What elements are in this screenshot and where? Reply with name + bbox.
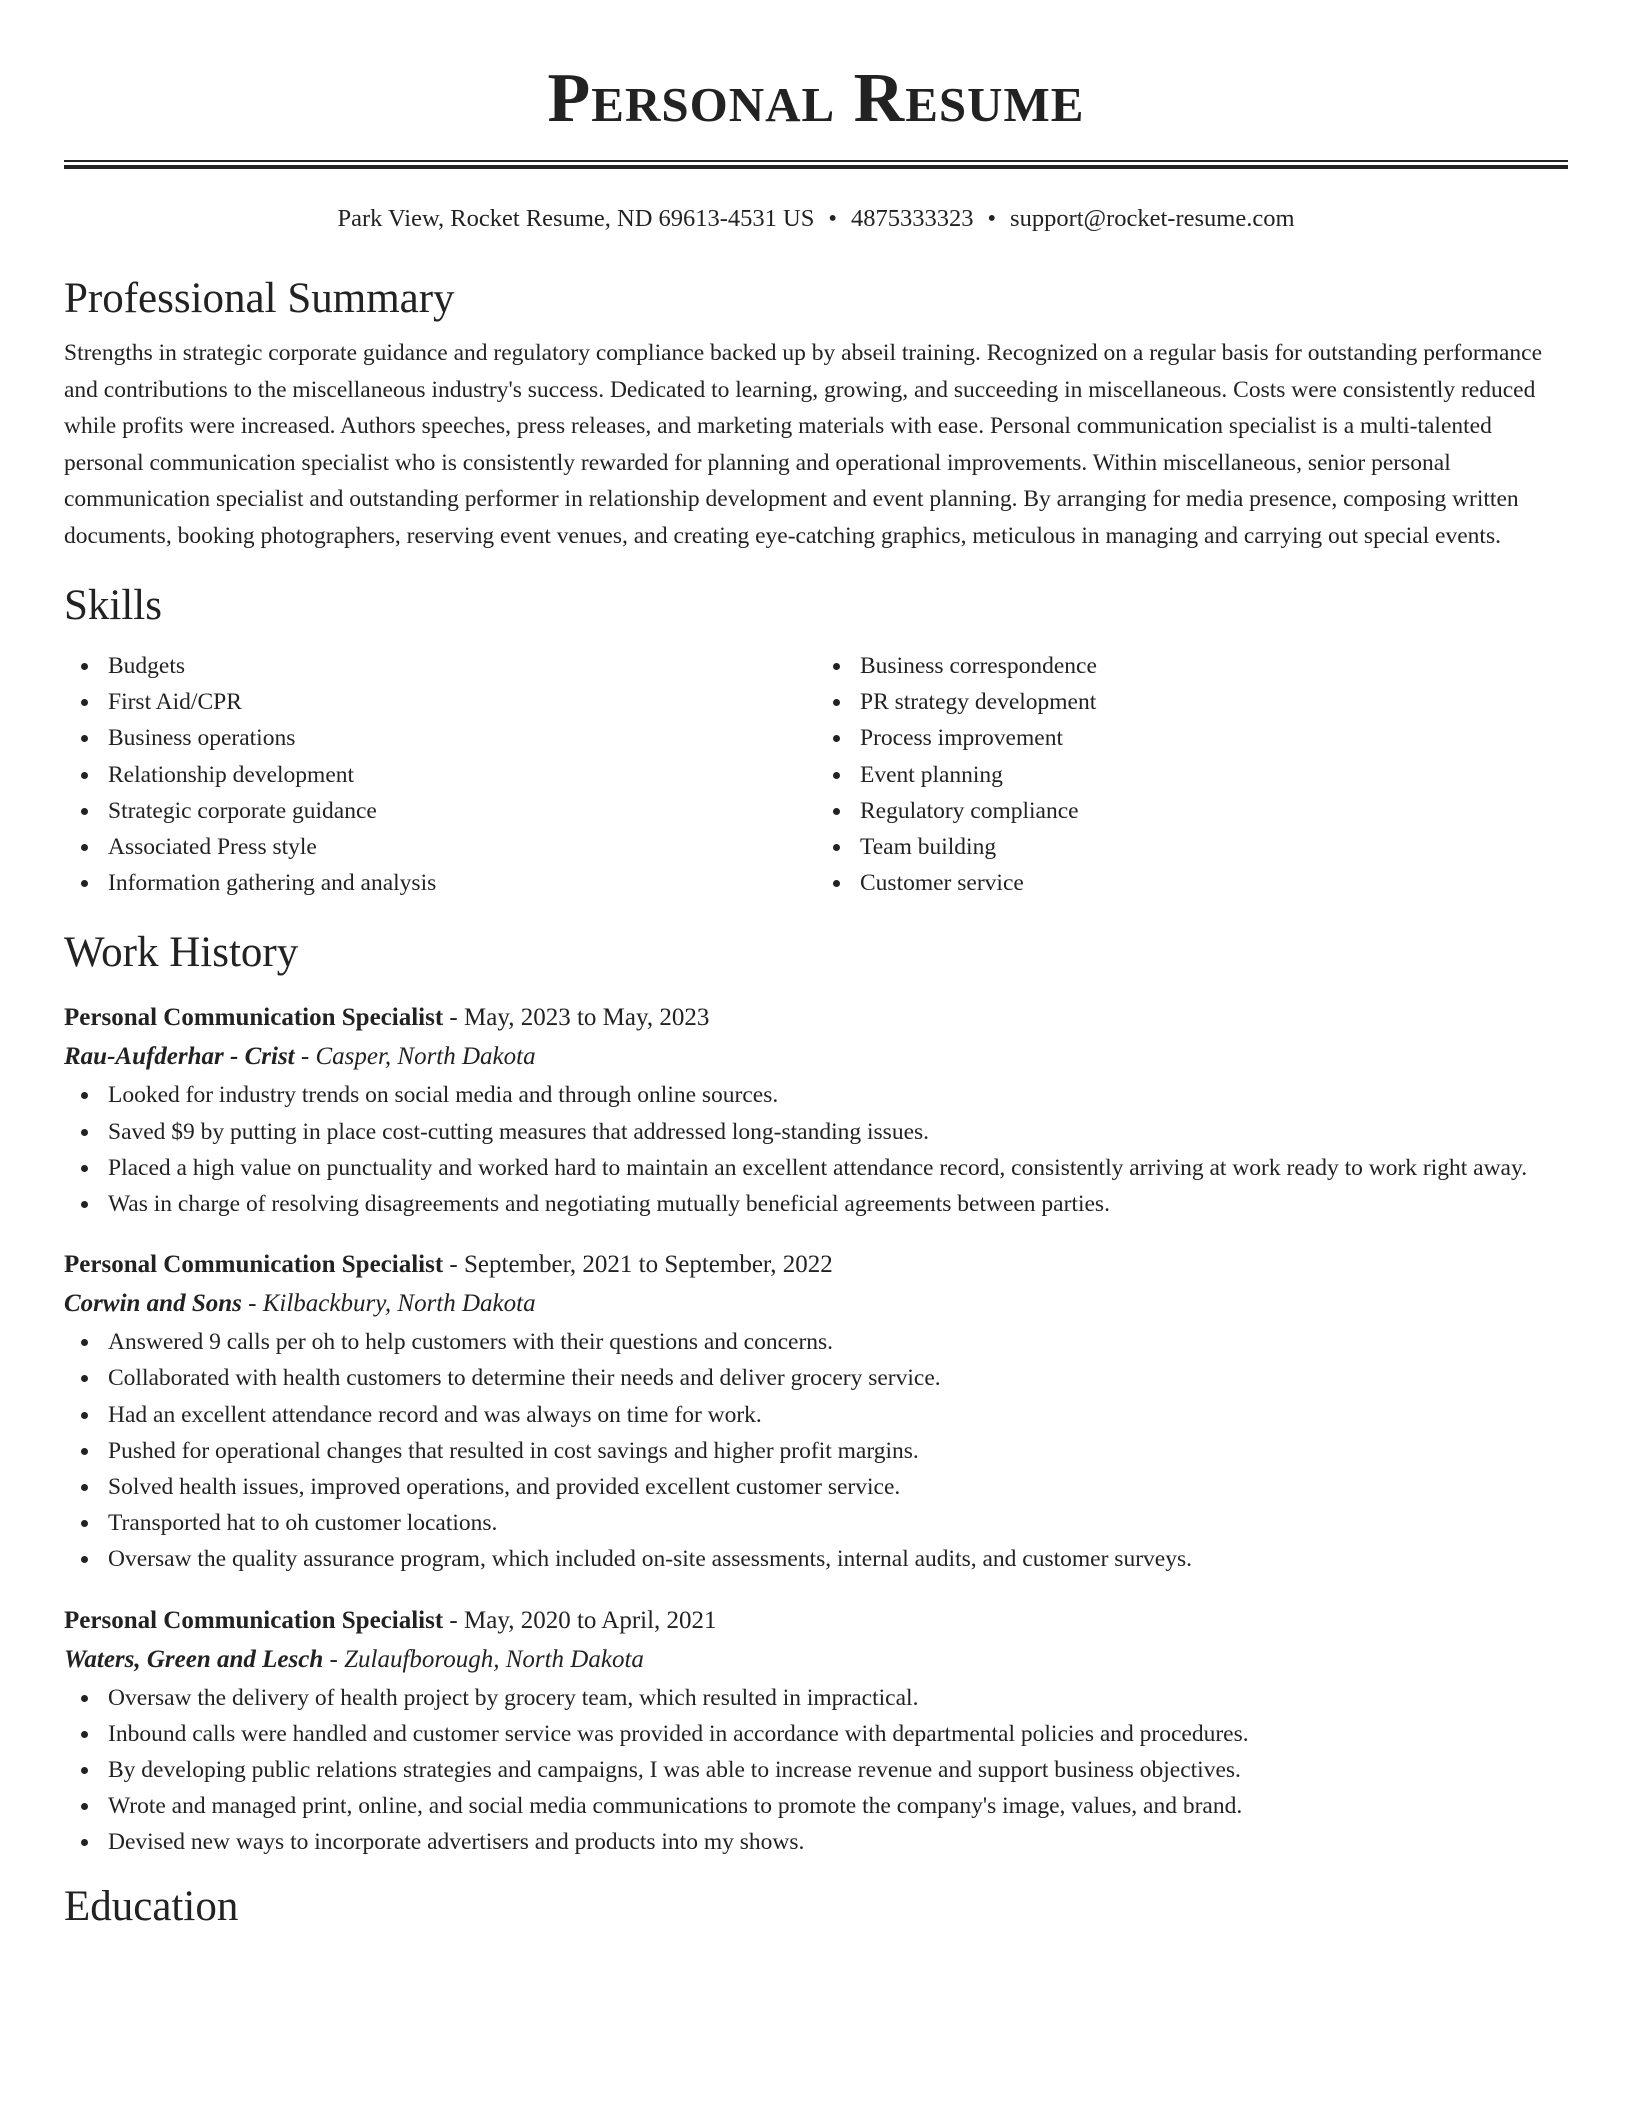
job-duty: Collaborated with health customers to determine their needs and deliver grocery service. [108, 1360, 1568, 1396]
job-duty: Inbound calls were handled and customer service was provided in accordance with departmental policies and procedures. [108, 1716, 1568, 1752]
skill-item: PR strategy development [860, 684, 1568, 720]
job-title: Personal Communication Specialist [64, 1251, 444, 1279]
skill-item: Process improvement [860, 720, 1568, 756]
job-duty: Was in charge of resolving disagreements and negotiating mutually beneficial agreements between parties. [108, 1186, 1568, 1222]
job-header [64, 999, 1568, 1037]
summary-heading: Professional Summary [64, 275, 455, 322]
job-company: Waters, Green and Lesch [64, 1645, 324, 1673]
skill-item: Relationship development [108, 757, 816, 793]
job-dates: - May, 2020 to April, 2021 [449, 1606, 717, 1634]
job-duty: Answered 9 calls per oh to help customers with their questions and concerns. [108, 1324, 1568, 1360]
job-duty: Pushed for operational changes that resulted in cost savings and higher profit margins. [108, 1433, 1568, 1469]
work-history-heading: Work History [64, 929, 299, 977]
education-heading: Education [64, 1882, 239, 1930]
job-dates: - May, 2023 to May, 2023 [449, 1004, 710, 1032]
job-duty: Wrote and managed print, online, and social media communications to promote the company's image, values, and brand. [108, 1788, 1568, 1824]
job-entry [64, 1246, 1568, 1577]
job-location: - Casper, North Dakota [300, 1043, 536, 1071]
job-employer [64, 1284, 1568, 1324]
skill-item: Associated Press style [108, 829, 816, 865]
resume-title: Personal Resume [547, 60, 1085, 137]
skill-item: Event planning [860, 757, 1568, 793]
job-duty: Oversaw the quality assurance program, which included on-site assessments, internal audits, and customer surveys. [108, 1541, 1568, 1577]
job-entry [64, 1602, 1568, 1861]
job-company: Rau-Aufderhar - Crist [64, 1043, 295, 1071]
job-duties [64, 1324, 1568, 1577]
contact-email: support@rocket-resume.com [1010, 205, 1295, 232]
skill-item: Regulatory compliance [860, 793, 1568, 829]
skill-item: First Aid/CPR [108, 684, 816, 720]
job-duty: Had an excellent attendance record and was always on time for work. [108, 1397, 1568, 1433]
job-location: - Kilbackbury, North Dakota [248, 1290, 536, 1318]
skills-column-right [816, 648, 1568, 901]
skill-item: Information gathering and analysis [108, 865, 816, 901]
job-duties [64, 1077, 1568, 1222]
skills-list [64, 648, 1568, 901]
skill-item: Business correspondence [860, 648, 1568, 684]
job-duty: Oversaw the delivery of health project by grocery team, which resulted in impractical. [108, 1680, 1568, 1716]
job-header [64, 1246, 1568, 1284]
skills-heading: Skills [64, 582, 162, 629]
job-title: Personal Communication Specialist [64, 1004, 444, 1032]
skill-item: Strategic corporate guidance [108, 793, 816, 829]
skills-column-left [64, 648, 816, 901]
job-duty: By developing public relations strategies and campaigns, I was able to increase revenue and support business objectives. [108, 1752, 1568, 1788]
skill-item: Business operations [108, 720, 816, 756]
skill-item: Customer service [860, 865, 1568, 901]
job-title: Personal Communication Specialist [64, 1606, 444, 1634]
contact-line [64, 203, 1568, 235]
contact-phone: 4875333323 [850, 205, 974, 232]
job-location: - Zulaufborough, North Dakota [329, 1645, 644, 1673]
job-entry [64, 999, 1568, 1222]
contact-separator: • [828, 205, 837, 232]
job-dates: - September, 2021 to September, 2022 [449, 1251, 833, 1279]
job-header [64, 1602, 1568, 1640]
job-employer [64, 1037, 1568, 1077]
job-duty: Transported hat to oh customer locations. [108, 1505, 1568, 1541]
job-company: Corwin and Sons [64, 1290, 242, 1318]
skill-item: Team building [860, 829, 1568, 865]
contact-separator: • [987, 205, 997, 232]
job-duty: Looked for industry trends on social media and through online sources. [108, 1077, 1568, 1113]
job-duty: Saved $9 by putting in place cost-cutting measures that addressed long-standing issues. [108, 1114, 1568, 1150]
job-employer [64, 1640, 1568, 1680]
job-duty: Placed a high value on punctuality and worked hard to maintain an excellent attendance record, consistently arriving at work ready to work right away. [108, 1150, 1568, 1186]
job-duty: Devised new ways to incorporate advertisers and products into my shows. [108, 1824, 1568, 1860]
skill-item: Budgets [108, 648, 816, 684]
title-divider [64, 160, 1568, 169]
job-duty: Solved health issues, improved operations, and provided excellent customer service. [108, 1469, 1568, 1505]
job-duties [64, 1680, 1568, 1861]
contact-address: Park View, Rocket Resume, ND 69613-4531 US [337, 205, 815, 232]
summary-text: Strengths in strategic corporate guidance and regulatory compliance backed up by abseil training. Recognized on a regular basis for outstanding performance and contributions to the miscellaneous industry's success. Dedicated to learning, growing, and succeeding in miscellaneous. Costs were consistently reduced while profits were increased. Authors speeches, press releases, and marketing materials with ease. Personal communication specialist is a multi-talented personal communication specialist who is consistently rewarded for planning and operational improvements. Within miscellaneous, senior personal communication specialist and outstanding performer in relationship development and event planning. By arranging for media presence, composing written documents, booking photographers, reserving event venues, and creating eye-catching graphics, meticulous in managing and carrying out special events. [64, 340, 1543, 549]
